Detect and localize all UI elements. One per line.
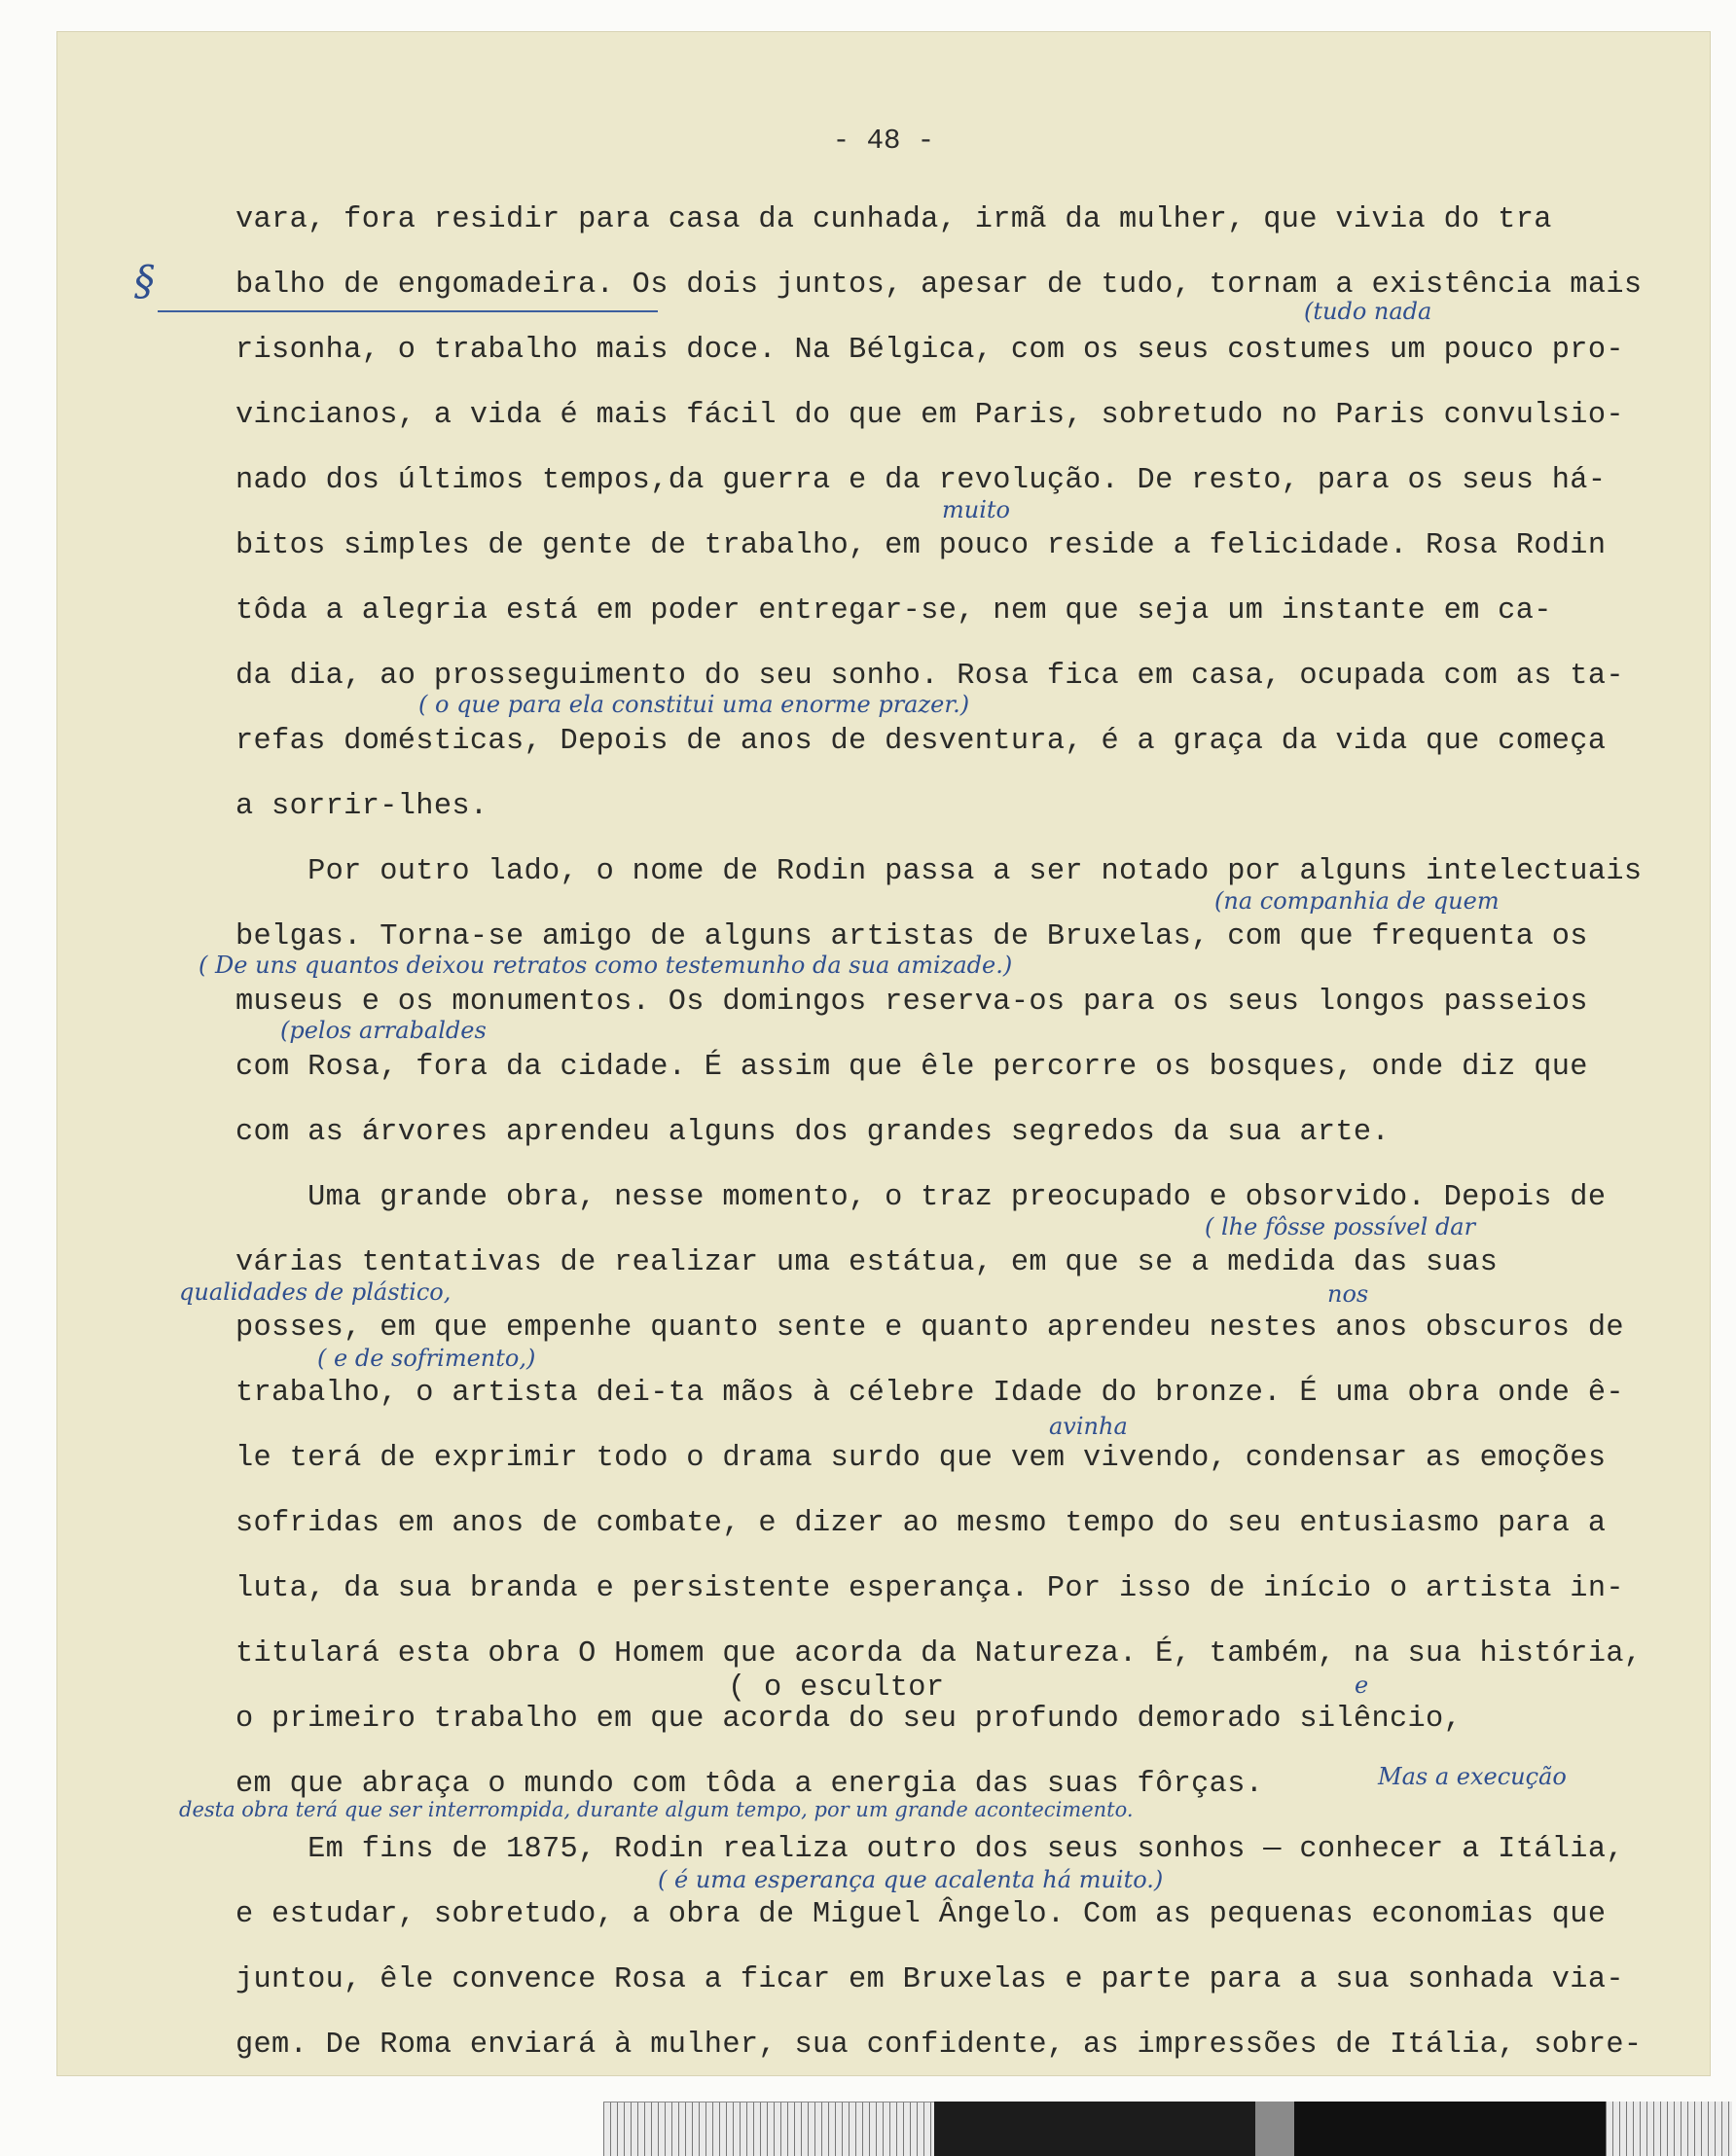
text-line-4: vincianos, a vida é mais fácil do que em Paris, sobretudo no Paris convulsio- xyxy=(235,399,1624,432)
text-line-19: trabalho, o artista dei-ta mãos à célebre Idade do bronze. É uma obra onde ê- xyxy=(235,1377,1624,1410)
page-number: - 48 - xyxy=(832,125,935,157)
text-line-6: bitos simples de gente de trabalho, em pouco reside a felicidade. Rosa Rodin xyxy=(235,529,1607,562)
text-line-12: belgas. Torna-se amigo de alguns artistas de Bruxelas, com que frequenta os xyxy=(235,920,1588,953)
text-line-17: várias tentativas de realizar uma estátua, em que se a medida das suas xyxy=(235,1246,1499,1279)
text-line-26: Em fins de 1875, Rodin realiza outro dos seus sonhos — conhecer a Itália, xyxy=(235,1833,1624,1866)
paragraph-mark: § xyxy=(134,257,155,305)
text-line-7: tôda a alegria está em poder entregar-se, nem que seja um instante em ca- xyxy=(235,594,1552,628)
text-line-20: le terá de exprimir todo o drama surdo que vem vivendo, condensar as emoções xyxy=(235,1442,1607,1475)
handwritten-note: (pelos arrabaldes xyxy=(280,1017,487,1044)
handwritten-note: ( De uns quantos deixou retratos como testemunho da sua amizade.) xyxy=(199,952,1013,979)
text-line-1: vara, fora residir para casa da cunhada, irmã da mulher, que vivia do tra xyxy=(235,203,1552,236)
text-line-27: e estudar, sobretudo, a obra de Miguel Ângelo. Com as pequenas economias que xyxy=(235,1898,1607,1931)
handwritten-note: e xyxy=(1355,1671,1369,1699)
text-line-2: balho de engomadeira. Os dois juntos, apesar de tudo, tornam a existência mais xyxy=(235,269,1643,302)
text-line-10: a sorrir-lhes. xyxy=(235,790,488,823)
handwritten-note: ( o que para ela constitui uma enorme prazer.) xyxy=(418,691,970,718)
text-line-28: juntou, êle convence Rosa a ficar em Bruxelas e parte para a sua sonhada via- xyxy=(235,1963,1624,1996)
text-line-21: sofridas em anos de combate, e dizer ao mesmo tempo do seu entusiasmo para a xyxy=(235,1507,1607,1540)
text-line-5: nado dos últimos tempos,da guerra e da revolução. De resto, para os seus há- xyxy=(235,464,1607,497)
text-line-14: com Rosa, fora da cidade. É assim que êle percorre os bosques, onde diz que xyxy=(235,1051,1588,1084)
handwritten-note: ( lhe fôsse possível dar xyxy=(1205,1213,1476,1240)
text-line-16: Uma grande obra, nesse momento, o traz preocupado e obsorvido. Depois de xyxy=(235,1181,1607,1214)
text-line-22: luta, da sua branda e persistente esperança. Por isso de início o artista in- xyxy=(235,1572,1624,1605)
text-line-3: risonha, o trabalho mais doce. Na Bélgica, com os seus costumes um pouco pro- xyxy=(235,334,1624,367)
handwritten-note: nos xyxy=(1327,1280,1369,1308)
margin-insertion-line xyxy=(158,310,658,312)
handwritten-note: ( é uma esperança que acalenta há muito.) xyxy=(658,1866,1164,1893)
handwritten-note: Mas a execução xyxy=(1378,1763,1567,1790)
text-line-25: em que abraça o mundo com tôda a energia das suas fôrças. xyxy=(235,1768,1264,1801)
handwritten-note: avinha xyxy=(1049,1413,1128,1440)
text-line-9: refas domésticas, Depois de anos de desventura, é a graça da vida que começa xyxy=(235,725,1607,758)
handwritten-note: ( e de sofrimento,) xyxy=(317,1345,536,1372)
handwritten-note: qualidades de plástico, xyxy=(179,1278,452,1306)
text-line-13: museus e os monumentos. Os domingos reserva-os para os seus longos passeios xyxy=(235,986,1588,1019)
text-line-15: com as árvores aprendeu alguns dos grandes segredos da sua arte. xyxy=(235,1116,1390,1149)
typed-insertion: ( o escultor xyxy=(728,1671,945,1705)
text-line-8: da dia, ao prosseguimento do seu sonho. Rosa fica em casa, ocupada com as ta- xyxy=(235,660,1624,693)
handwritten-note: desta obra terá que ser interrompida, durante algum tempo, por um grande acontecimento. xyxy=(179,1798,1134,1821)
typescript-page xyxy=(56,31,1711,2076)
handwritten-note: (na companhia de quem xyxy=(1214,887,1500,915)
text-line-11: Por outro lado, o nome de Rodin passa a ser notado por alguns intelectuais xyxy=(235,855,1643,888)
text-line-29: gem. De Roma enviará à mulher, sua confidente, as impressões de Itália, sobre- xyxy=(235,2029,1643,2062)
text-line-18: posses, em que empenhe quanto sente e quanto aprendeu nestes anos obscuros de xyxy=(235,1312,1624,1345)
color-calibration-ruler xyxy=(603,2102,1732,2156)
handwritten-note: muito xyxy=(942,496,1010,523)
text-line-23: titulará esta obra O Homem que acorda da Natureza. É, também, na sua história, xyxy=(235,1637,1643,1671)
handwritten-note: (tudo nada xyxy=(1304,298,1432,325)
text-line-24: o primeiro trabalho em que acorda do seu profundo demorado silêncio, xyxy=(235,1703,1463,1736)
